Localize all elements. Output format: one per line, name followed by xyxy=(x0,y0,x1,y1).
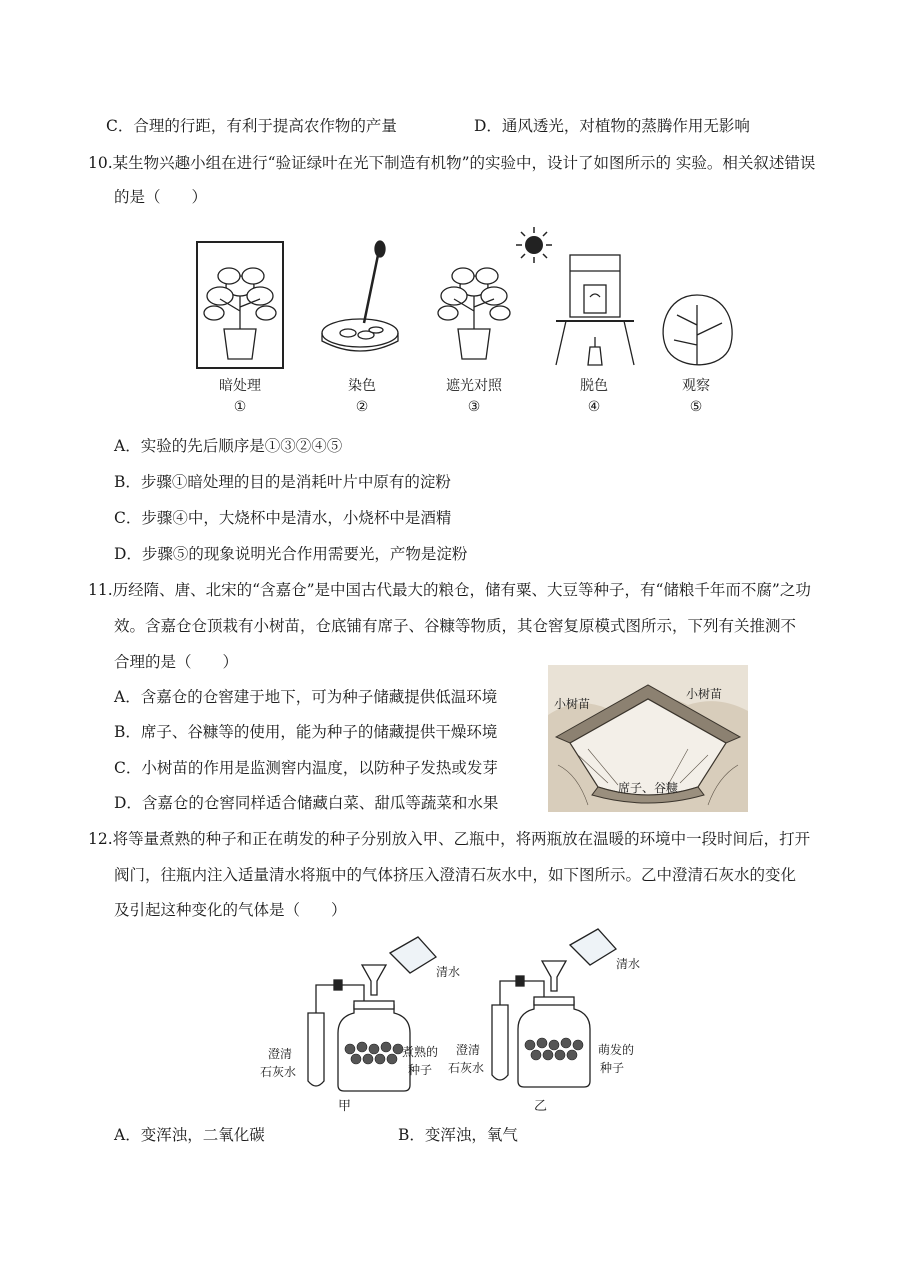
label-lime-yi-1: 澄清 xyxy=(456,1043,481,1057)
step-number-1: ① xyxy=(233,399,247,415)
q11-option-a: A．含嘉仓的仓窖建于地下，可为种子储藏提供低温环境 xyxy=(114,688,498,706)
step-number-5: ⑤ xyxy=(689,399,703,415)
step-number-3: ③ xyxy=(467,399,481,415)
step-label-decolorizing: 脱色 xyxy=(580,378,608,394)
label-seed-yi-1: 萌发的 xyxy=(598,1043,635,1057)
q9-option-c: C．合理的行距，有利于提高农作物的产量 xyxy=(106,117,397,135)
dark-treatment-plant-icon xyxy=(196,241,286,371)
q10-stem-line2: 的是（ ） xyxy=(114,188,208,206)
decolorizing-beaker-icon xyxy=(550,241,640,371)
q12-seed-jar-figure xyxy=(250,925,670,1115)
label-water-jia: 清水 xyxy=(436,965,461,979)
label-lime-jia-2: 石灰水 xyxy=(260,1065,297,1079)
step-label-staining: 染色 xyxy=(348,378,376,394)
q11-option-b: B．席子、谷糠等的使用，能为种子的储藏提供干燥环境 xyxy=(114,723,498,741)
q12-stem-line2: 阀门，往瓶内注入适量清水将瓶中的气体挤压入澄清石灰水中，如下图所示。乙中澄清石灰水的变化 xyxy=(114,866,797,884)
q11-option-c: C．小树苗的作用是监测窖内温度，以防种子发热或发芽 xyxy=(114,759,498,777)
label-water-yi: 清水 xyxy=(616,957,641,971)
q10-experiment-figure xyxy=(190,225,720,425)
q12-stem-line3: 及引起这种变化的气体是（ ） xyxy=(114,901,347,919)
q11-stem-line1: 11.历经隋、唐、北宋的“含嘉仓”是中国古代最大的粮仓，储有粟、大豆等种子，有“储粮千年而不腐”之功 xyxy=(88,581,811,599)
label-lime-yi-2: 石灰水 xyxy=(448,1061,485,1075)
q12-stem-line1: 12.将等量煮熟的种子和正在萌发的种子分别放入甲、乙瓶中，将两瓶放在温暖的环境中一段时间后，打开 xyxy=(88,830,811,848)
label-left-sapling: 小树苗 xyxy=(554,697,591,711)
step-number-2: ② xyxy=(355,399,369,415)
q10-option-c: C．步骤④中，大烧杯中是清水，小烧杯中是酒精 xyxy=(114,509,452,527)
q11-stem-line2: 效。含嘉仓仓顶栽有小树苗，仓底铺有席子、谷糠等物质，其仓窖复原模式图所示，下列有关推测不 xyxy=(114,617,797,635)
label-seed-jia-2: 种子 xyxy=(408,1063,433,1077)
step-label-observing: 观察 xyxy=(682,378,710,394)
label-seed-yi-2: 种子 xyxy=(600,1061,625,1075)
label-name-jia: 甲 xyxy=(338,1099,352,1114)
q10-option-d: D．步骤⑤的现象说明光合作用需要光，产物是淀粉 xyxy=(114,545,468,563)
q12-option-a: A．变浑浊，二氧化碳 xyxy=(114,1126,265,1144)
leaf-observation-icon xyxy=(652,285,742,385)
staining-dish-dropper-icon xyxy=(320,235,410,365)
granary-cross-section-figure xyxy=(548,665,748,812)
sun-icon xyxy=(514,225,554,265)
q10-stem-line1: 10.某生物兴趣小组在进行“验证绿叶在光下制造有机物”的实验中，设计了如图所示的 实验。相关叙述错误 xyxy=(88,154,816,172)
shaded-plant-icon xyxy=(430,241,520,371)
label-mat-chaff: 席子、谷糠 xyxy=(618,781,679,795)
label-seed-jia-1: 煮熟的 xyxy=(402,1045,439,1059)
q11-stem-line3: 合理的是（ ） xyxy=(114,653,239,671)
q12-option-b: B．变浑浊，氧气 xyxy=(398,1126,518,1144)
step-label-shading: 遮光对照 xyxy=(446,378,502,394)
label-right-sapling: 小树苗 xyxy=(686,687,723,701)
q11-option-d: D．含嘉仓的仓窖同样适合储藏白菜、甜瓜等蔬菜和水果 xyxy=(114,794,499,812)
step-number-4: ④ xyxy=(587,399,601,415)
q10-option-a: A．实验的先后顺序是①③②④⑤ xyxy=(114,437,343,455)
q10-option-b: B．步骤①暗处理的目的是消耗叶片中原有的淀粉 xyxy=(114,473,451,491)
label-lime-jia-1: 澄清 xyxy=(268,1047,293,1061)
step-label-dark-treatment: 暗处理 xyxy=(219,378,261,394)
label-name-yi: 乙 xyxy=(534,1099,548,1114)
q9-option-d: D．通风透光，对植物的蒸腾作用无影响 xyxy=(474,117,750,135)
